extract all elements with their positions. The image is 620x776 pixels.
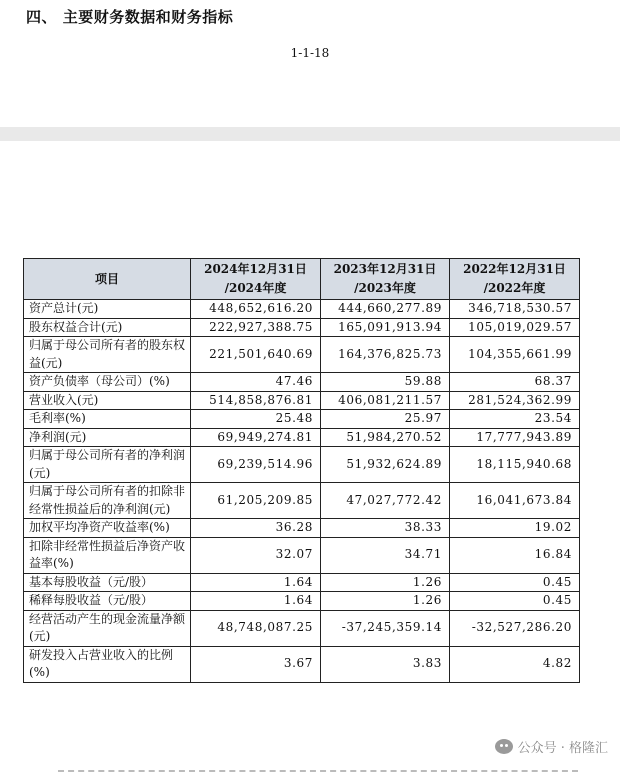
column-header-2022: 2022年12月31日 /2022年度 [450, 259, 580, 300]
value-2023: 25.97 [321, 410, 450, 429]
value-2024: 222,927,388.75 [191, 318, 321, 337]
table-row [24, 300, 580, 319]
value-2023: 444,660,277.89 [321, 300, 450, 319]
table-row [24, 373, 580, 392]
value-2023: 51,984,270.52 [321, 428, 450, 447]
table-row [24, 428, 580, 447]
page-divider [0, 127, 620, 141]
table-header-row [24, 259, 580, 300]
row-label: 稀释每股收益（元/股） [24, 592, 191, 611]
value-2024: 47.46 [191, 373, 321, 392]
table-row [24, 318, 580, 337]
value-2022: 104,355,661.99 [450, 337, 580, 373]
table-row [24, 337, 580, 373]
value-2022: 4.82 [450, 646, 580, 682]
column-header-2024: 2024年12月31日 /2024年度 [191, 259, 321, 300]
value-2022: 16.84 [450, 537, 580, 573]
row-label: 归属于母公司所有者的股东权益(元) [24, 337, 191, 373]
table-row [24, 410, 580, 429]
value-2024: 61,205,209.85 [191, 483, 321, 519]
value-2024: 221,501,640.69 [191, 337, 321, 373]
financial-data-table [23, 258, 580, 683]
value-2023: 1.26 [321, 592, 450, 611]
row-label: 净利润(元) [24, 428, 191, 447]
row-label: 经营活动产生的现金流量净额(元) [24, 610, 191, 646]
value-2024: 32.07 [191, 537, 321, 573]
value-2022: 23.54 [450, 410, 580, 429]
value-2023: 59.88 [321, 373, 450, 392]
value-2023: 164,376,825.73 [321, 337, 450, 373]
table-row [24, 573, 580, 592]
value-2024: 514,858,876.81 [191, 391, 321, 410]
value-2022: 0.45 [450, 592, 580, 611]
row-label: 基本每股收益（元/股） [24, 573, 191, 592]
row-label: 资产总计(元) [24, 300, 191, 319]
value-2022: 0.45 [450, 573, 580, 592]
column-header-2023: 2023年12月31日 /2023年度 [321, 259, 450, 300]
table-row [24, 483, 580, 519]
section-title: 四、 主要财务数据和财务指标 [26, 8, 234, 26]
watermark-text: 公众号 · 格隆汇 [517, 741, 608, 756]
row-label: 股东权益合计(元) [24, 318, 191, 337]
value-2022: 18,115,940.68 [450, 447, 580, 483]
table-row [24, 646, 580, 682]
row-label: 毛利率(%) [24, 410, 191, 429]
value-2024: 448,652,616.20 [191, 300, 321, 319]
row-label: 归属于母公司所有者的净利润(元) [24, 447, 191, 483]
value-2024: 25.48 [191, 410, 321, 429]
value-2022: 346,718,530.57 [450, 300, 580, 319]
value-2024: 1.64 [191, 573, 321, 592]
value-2023: 406,081,211.57 [321, 391, 450, 410]
table-row [24, 519, 580, 538]
row-label: 加权平均净资产收益率(%) [24, 519, 191, 538]
value-2023: 3.83 [321, 646, 450, 682]
value-2023: 165,091,913.94 [321, 318, 450, 337]
value-2022: 17,777,943.89 [450, 428, 580, 447]
table-row [24, 391, 580, 410]
value-2024: 1.64 [191, 592, 321, 611]
wechat-icon [495, 739, 513, 754]
value-2024: 69,239,514.96 [191, 447, 321, 483]
page-number: 1-1-18 [290, 46, 330, 60]
value-2024: 3.67 [191, 646, 321, 682]
value-2023: 1.26 [321, 573, 450, 592]
row-label: 营业收入(元) [24, 391, 191, 410]
row-label: 扣除非经常性损益后净资产收益率(%) [24, 537, 191, 573]
row-label: 资产负债率（母公司）(%) [24, 373, 191, 392]
value-2023: 51,932,624.89 [321, 447, 450, 483]
value-2024: 36.28 [191, 519, 321, 538]
value-2024: 48,748,087.25 [191, 610, 321, 646]
table-row [24, 447, 580, 483]
value-2024: 69,949,274.81 [191, 428, 321, 447]
value-2022: 68.37 [450, 373, 580, 392]
value-2022: 105,019,029.57 [450, 318, 580, 337]
value-2023: 34.71 [321, 537, 450, 573]
value-2022: -32,527,286.20 [450, 610, 580, 646]
column-header-item: 项目 [24, 259, 191, 300]
value-2023: 47,027,772.42 [321, 483, 450, 519]
value-2023: 38.33 [321, 519, 450, 538]
value-2023: -37,245,359.14 [321, 610, 450, 646]
value-2022: 19.02 [450, 519, 580, 538]
row-label: 研发投入占营业收入的比例(%) [24, 646, 191, 682]
next-page-edge [58, 770, 578, 776]
table-row [24, 610, 580, 646]
row-label: 归属于母公司所有者的扣除非经常性损益后的净利润(元) [24, 483, 191, 519]
watermark [491, 736, 612, 757]
value-2022: 281,524,362.99 [450, 391, 580, 410]
table-row [24, 592, 580, 611]
table-row [24, 537, 580, 573]
value-2022: 16,041,673.84 [450, 483, 580, 519]
